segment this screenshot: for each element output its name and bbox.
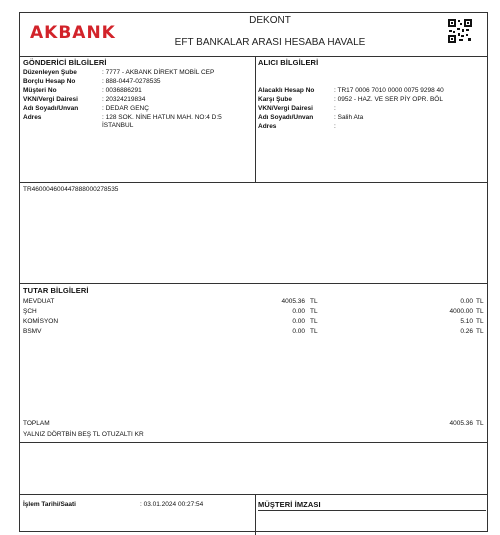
receiver-heading: ALICI BİLGİLERİ — [258, 58, 319, 67]
section-divider — [20, 182, 487, 183]
document-title: DEKONT — [249, 15, 291, 26]
amount-col2: 4000.00 — [449, 308, 473, 315]
sender-heading: GÖNDERİCİ BİLGİLERİ — [23, 58, 107, 67]
total-value: 4005.36 — [449, 420, 473, 427]
receiver-value: : 0952 - HAZ. VE SER PİY OPR. BÖL — [334, 96, 443, 103]
currency-label: TL — [310, 298, 318, 305]
currency-label: TL — [310, 318, 318, 325]
amount-col2: 0.26 — [460, 328, 473, 335]
document-subtitle: EFT BANKALAR ARASI HESABA HAVALE — [174, 37, 366, 48]
receiver-value: : Salih Ata — [334, 114, 364, 121]
receiver-label: Adres — [258, 123, 277, 130]
currency-label: TL — [310, 328, 318, 335]
total-label: TOPLAM — [23, 420, 50, 427]
sender-value: : 20324219834 — [102, 96, 146, 103]
receiver-section — [258, 58, 486, 130]
qr-code-icon — [448, 19, 472, 43]
receiver-label: Adı Soyadı/Unvan — [258, 114, 314, 121]
receiver-label: Alacaklı Hesap No — [258, 87, 315, 94]
section-divider — [255, 495, 256, 535]
amount-col1: 0.00 — [292, 308, 305, 315]
sender-value: : DEDAR GENÇ — [102, 105, 149, 112]
receiver-value: : — [334, 123, 336, 130]
receipt-header — [20, 13, 487, 57]
sender-label: Adı Soyadı/Unvan — [23, 105, 79, 112]
amount-label: MEVDUAT — [23, 298, 55, 305]
amount-col1: 4005.36 — [281, 298, 305, 305]
sender-label: VKN/Vergi Dairesi — [23, 96, 78, 103]
amount-label: BSMV — [23, 328, 42, 335]
sender-label: Borçlu Hesap No — [23, 78, 76, 85]
receiver-label: VKN/Vergi Dairesi — [258, 105, 313, 112]
amount-label: KOMİSYON — [23, 318, 59, 325]
amount-col1: 0.00 — [292, 328, 305, 335]
section-divider — [255, 56, 256, 183]
sender-value: : 7777 - AKBANK DİREKT MOBİL CEP — [102, 69, 215, 76]
sender-label: Müşteri No — [23, 87, 57, 94]
section-divider — [20, 442, 487, 443]
sender-label: Adres — [23, 114, 42, 121]
currency-label: TL — [476, 328, 484, 335]
sender-value: : 888-0447-0278535 — [102, 78, 161, 85]
currency-label: TL — [476, 308, 484, 315]
currency-label: TL — [310, 308, 318, 315]
date-label: İşlem Tarihi/Saati — [23, 501, 76, 508]
section-divider — [20, 283, 487, 284]
sender-section — [23, 58, 253, 129]
currency-label: TL — [476, 298, 484, 305]
receiver-label: Karşı Şube — [258, 96, 292, 103]
total-text: YALNIZ DÖRTBİN BEŞ TL OTUZALTI KR — [23, 431, 144, 438]
amount-col2: 0.00 — [460, 298, 473, 305]
currency-label: TL — [476, 318, 484, 325]
sender-address: : 128 SOK. NİNE HATUN MAH. NO:4 D:5 İSTANBUL — [102, 114, 222, 129]
currency-label: TL — [476, 420, 484, 427]
description-text: TR460004600447888000278535 — [23, 186, 119, 193]
sender-label: Düzenleyen Şube — [23, 69, 77, 76]
amount-col1: 0.00 — [292, 318, 305, 325]
receiver-value: : TR17 0006 7010 0000 0075 9298 40 — [334, 87, 444, 94]
receipt-document — [19, 12, 488, 532]
signature-heading: MÜŞTERİ İMZASI — [258, 500, 321, 509]
date-value: : 03.01.2024 00:27:54 — [140, 501, 204, 508]
receiver-value: : — [334, 105, 336, 112]
signature-underline — [258, 510, 486, 511]
section-divider — [20, 494, 487, 495]
bank-logo: AKBANK — [30, 23, 116, 43]
sender-value: : 0036886291 — [102, 87, 142, 94]
amount-col2: 5.10 — [460, 318, 473, 325]
amount-label: ŞCH — [23, 308, 37, 315]
amounts-heading: TUTAR BİLGİLERİ — [23, 286, 89, 295]
